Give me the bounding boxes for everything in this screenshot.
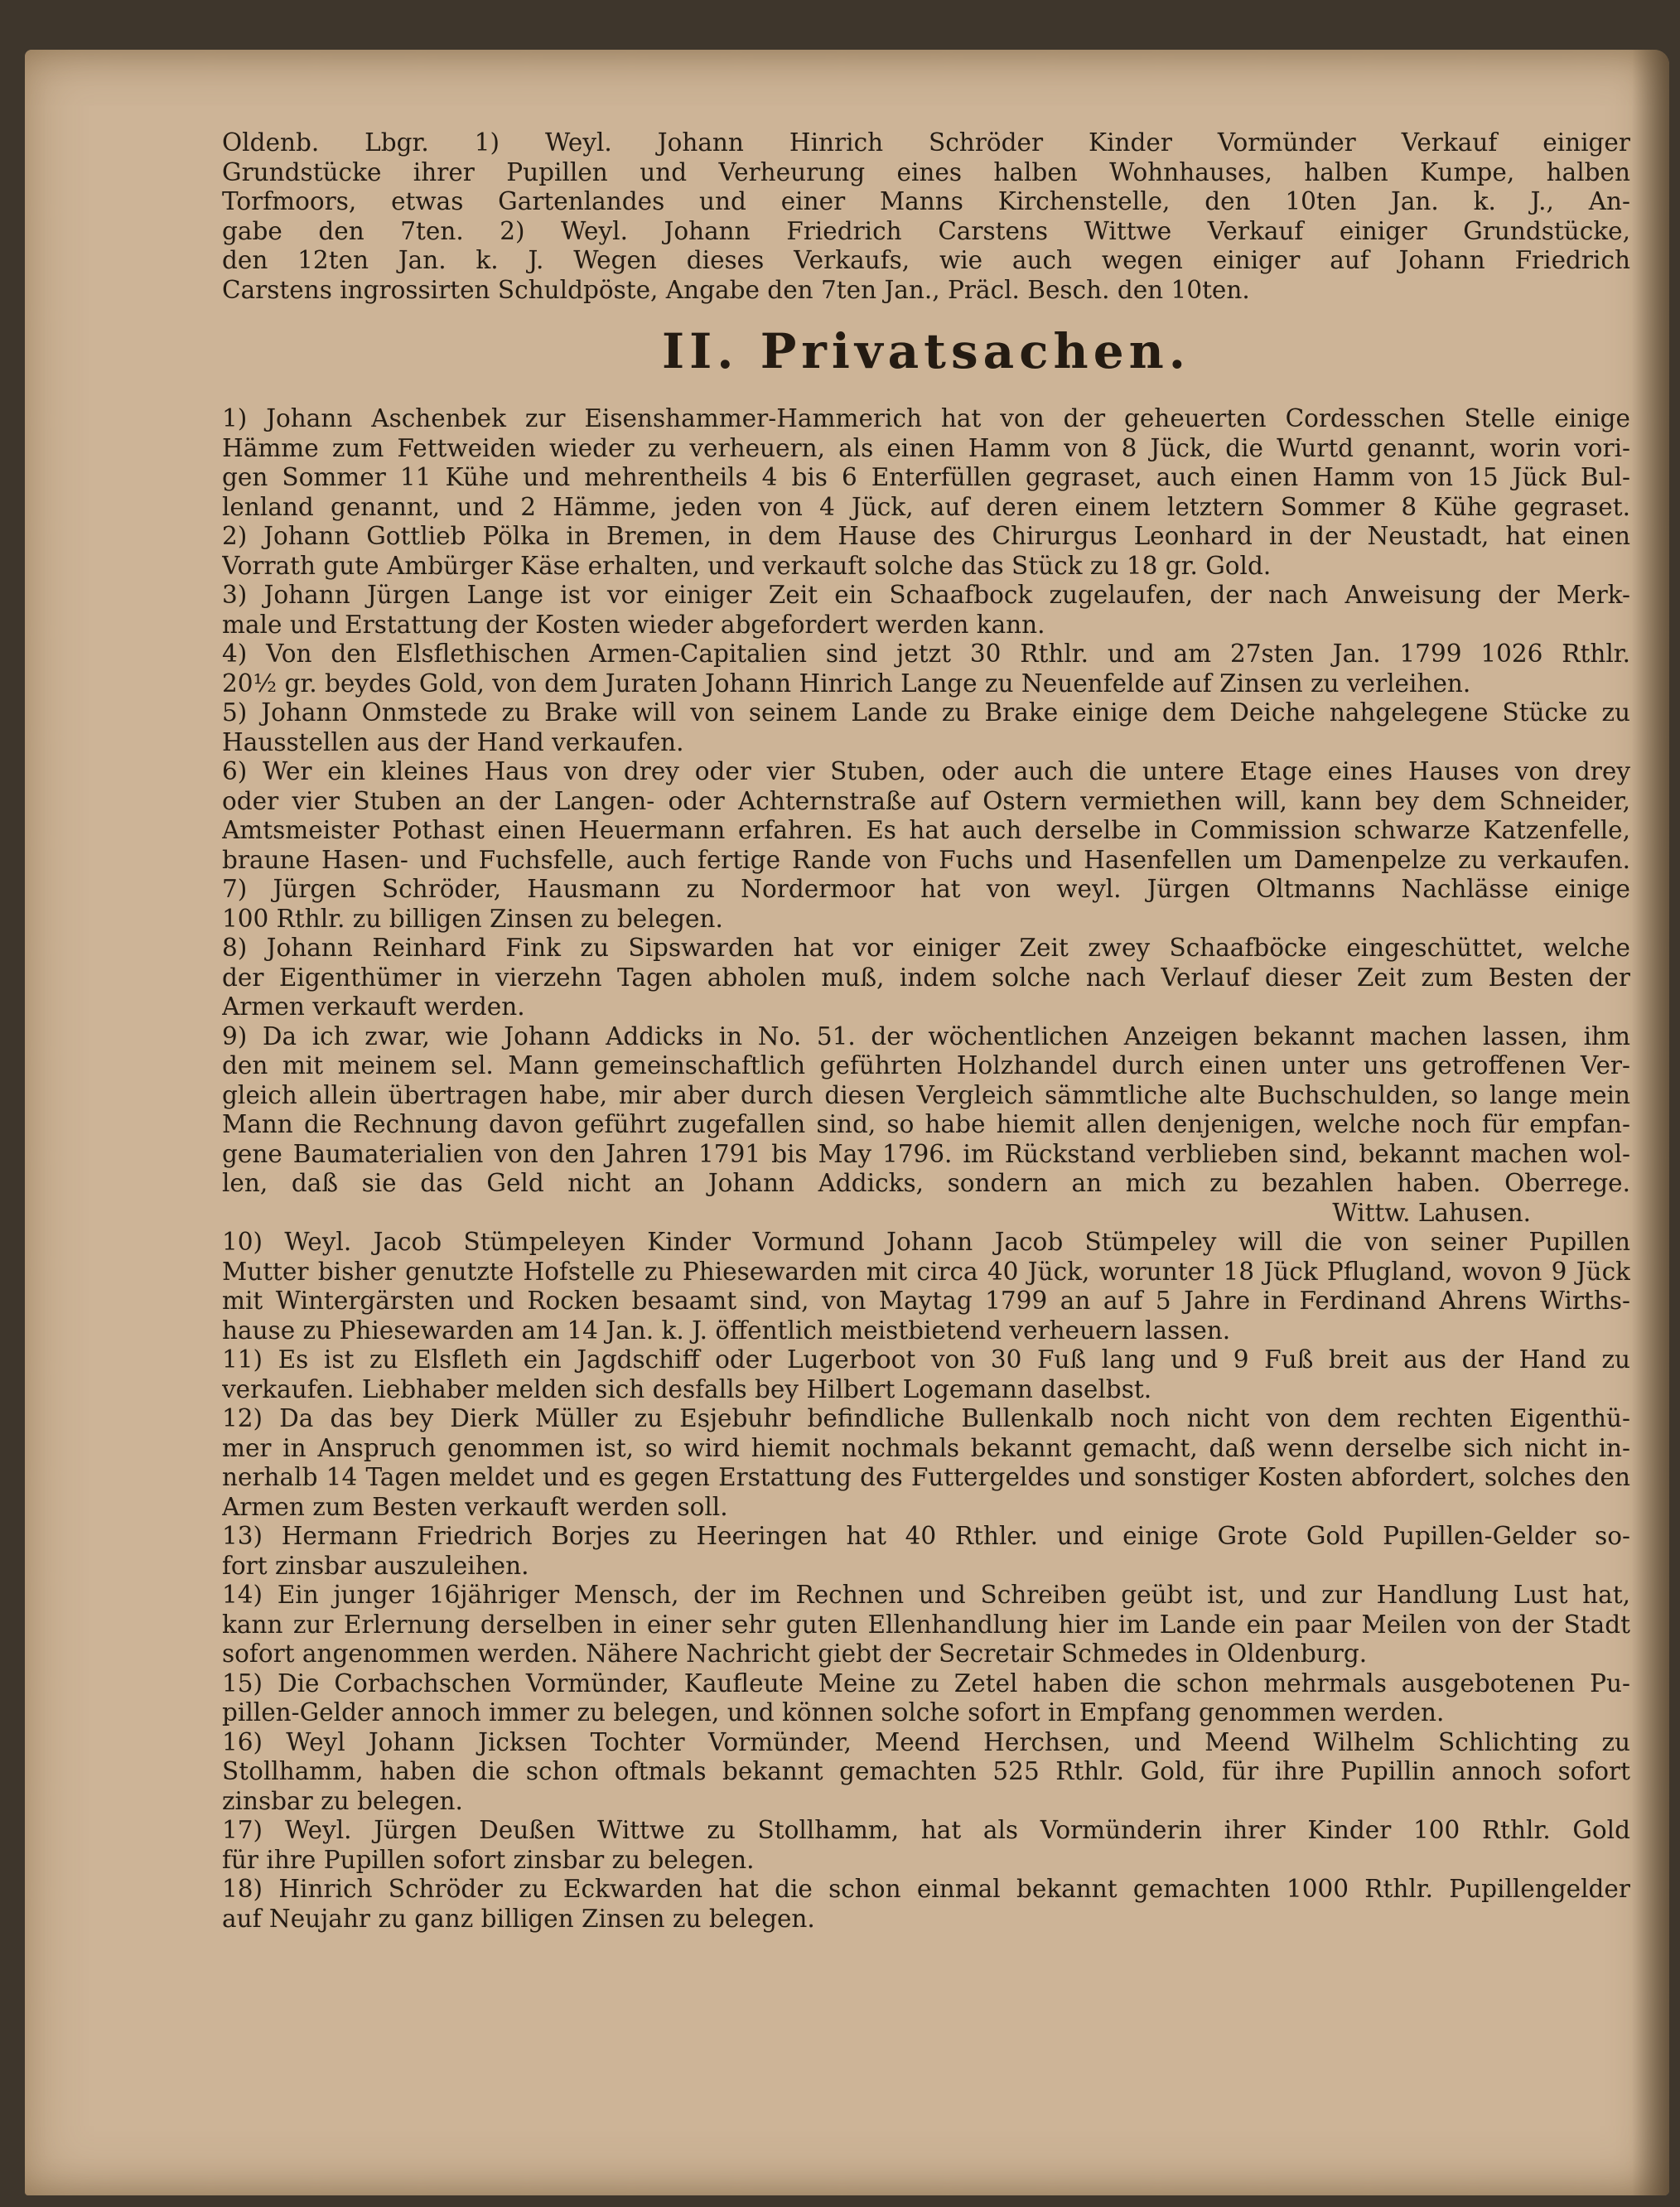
text-line: gabe den 7ten. 2) Weyl. Johann Friedrich Carstens Wittwe Verkauf einiger Grundstücke, xyxy=(222,216,1630,245)
text-line: 8) Johann Reinhard Fink zu Sipswarden hat vor einiger Zeit zwey Schaafböcke eingeschüttet, welche xyxy=(222,934,1630,962)
text-line: Stollhamm, haben die schon oftmals bekannt gemachten 525 Rthlr. Gold, für ihre Pupillin annoch sofort xyxy=(222,1757,1630,1785)
text-line: 10) Weyl. Jacob Stümpeleyen Kinder Vormund Johann Jacob Stümpeley will die von seiner Pupillen xyxy=(222,1228,1630,1256)
text-line: gleich allein übertragen habe, mir aber durch diesen Vergleich sämmtliche alte Buchschulden, so lange mein xyxy=(222,1080,1630,1109)
text-line: mer in Anspruch genommen ist, so wird hiemit nochmals bekannt gemacht, daß wenn derselbe sich nicht in- xyxy=(222,1433,1630,1462)
text-line: 100 Rthlr. zu billigen Zinsen zu belegen. xyxy=(222,904,723,933)
section-heading: II. Privatsachen. xyxy=(662,323,1190,379)
text-line: 11) Es ist zu Elsfleth ein Jagdschiff oder Lugerboot von 30 Fuß lang und 9 Fuß breit aus der Hand zu xyxy=(222,1345,1630,1374)
intro-paragraph xyxy=(222,128,1630,305)
signature: Wittw. Lahusen. xyxy=(1332,1198,1531,1227)
notices-part-2 xyxy=(222,1228,1630,1934)
text-line: Hausstellen aus der Hand verkaufen. xyxy=(222,727,684,756)
text-line: 13) Hermann Friedrich Borjes zu Heeringen hat 40 Rthler. und einige Grote Gold Pupillen-Gelder so- xyxy=(222,1522,1630,1550)
text-line: pillen-Gelder annoch immer zu belegen, und können solche sofort in Empfang genommen werden. xyxy=(222,1698,1445,1726)
text-line: oder vier Stuben an der Langen- oder Achternstraße auf Ostern vermiethen will, kann bey dem Schneider, xyxy=(222,786,1630,815)
text-line: Vorrath gute Ambürger Käse erhalten, und verkauft solche das Stück zu 18 gr. Gold. xyxy=(222,551,1272,580)
text-line: den 12ten Jan. k. J. Wegen dieses Verkaufs, wie auch wegen einiger auf Johann Friedrich xyxy=(222,246,1630,274)
text-line: nerhalb 14 Tagen meldet und es gegen Erstattung des Futtergeldes und sonstiger Kosten abfordert, solches den xyxy=(222,1463,1630,1491)
text-line: den mit meinem sel. Mann gemeinschaftlich geführten Holzhandel durch einen unter uns getroffenen Ver- xyxy=(222,1051,1630,1079)
text-line: für ihre Pupillen sofort zinsbar zu belegen. xyxy=(222,1845,755,1874)
text-column xyxy=(222,128,1630,1934)
text-line: len, daß sie das Geld nicht an Johann Addicks, sondern an mich zu bezahlen haben. Oberrege. xyxy=(222,1169,1630,1197)
text-line: Mutter bisher genutzte Hofstelle zu Phiesewarden mit circa 40 Jück, worunter 18 Jück Pflugland, wovon 9 Jück xyxy=(222,1257,1630,1286)
text-line: Mann die Rechnung davon geführt zugefallen sind, so habe hiemit allen denjenigen, welche noch für empfan- xyxy=(222,1110,1630,1138)
text-line: 1) Johann Aschenbek zur Eisenshammer-Hammerich hat von der geheuerten Cordesschen Stelle einige xyxy=(222,404,1630,432)
text-line: Carstens ingrossirten Schuldpöste, Angabe den 7ten Jan., Präcl. Besch. den 10ten. xyxy=(222,275,1250,304)
text-line: 14) Ein junger 16jähriger Mensch, der im Rechnen und Schreiben geübt ist, und zur Handlung Lust hat, xyxy=(222,1581,1630,1609)
text-line: gene Baumaterialien von den Jahren 1791 bis May 1796. im Rückstand verblieben sind, bekannt machen wol- xyxy=(222,1139,1630,1168)
text-line: 9) Da ich zwar, wie Johann Addicks in No. 51. der wöchentlichen Anzeigen bekannt machen lassen, ihm xyxy=(222,1021,1630,1050)
text-line: Amtsmeister Pothast einen Heuermann erfahren. Es hat auch derselbe in Commission schwarze Katzenfelle, xyxy=(222,816,1630,844)
text-line: braune Hasen- und Fuchsfelle, auch fertige Rande von Fuchs und Hasenfellen um Damenpelze zu verkaufen. xyxy=(222,845,1630,874)
text-line: Torfmoors, etwas Gartenlandes und einer Manns Kirchenstelle, den 10ten Jan. k. J., An- xyxy=(222,187,1630,215)
text-line: Armen verkauft werden. xyxy=(222,992,525,1021)
text-line: 2) Johann Gottlieb Pölka in Bremen, in dem Hause des Chirurgus Leonhard in der Neustadt, hat einen xyxy=(222,522,1630,550)
text-line: 7) Jürgen Schröder, Hausmann zu Nordermoor hat von weyl. Jürgen Oltmanns Nachlässe einige xyxy=(222,875,1630,903)
text-line: 3) Johann Jürgen Lange ist vor einiger Zeit ein Schaafbock zugelaufen, der nach Anweisung der Merk- xyxy=(222,581,1630,609)
text-line: sofort angenommen werden. Nähere Nachricht giebt der Secretair Schmedes in Oldenburg. xyxy=(222,1640,1368,1668)
text-line: zinsbar zu belegen. xyxy=(222,1786,463,1815)
text-line: male und Erstattung der Kosten wieder abgefordert werden kann. xyxy=(222,610,1045,639)
text-line: 20½ gr. beydes Gold, von dem Juraten Johann Hinrich Lange zu Neuenfelde auf Zinsen zu verleihen. xyxy=(222,669,1471,698)
text-line: 18) Hinrich Schröder zu Eckwarden hat die schon einmal bekannt gemachten 1000 Rthlr. Pupillengelder xyxy=(222,1875,1630,1903)
text-line: 6) Wer ein kleines Haus von drey oder vier Stuben, oder auch die untere Etage eines Hauses von drey xyxy=(222,757,1630,785)
text-line: auf Neujahr zu ganz billigen Zinsen zu belegen. xyxy=(222,1904,815,1933)
text-line: Hämme zum Fettweiden wieder zu verheuern, als einen Hamm von 8 Jück, die Wurtd genannt, worin vori- xyxy=(222,433,1630,462)
page-spine-shadow xyxy=(1632,50,1669,2195)
text-line: Oldenb. Lbgr. 1) Weyl. Johann Hinrich Schröder Kinder Vormünder Verkauf einiger xyxy=(222,128,1630,157)
text-line: fort zinsbar auszuleihen. xyxy=(222,1551,529,1580)
text-line: verkaufen. Liebhaber melden sich desfalls bey Hilbert Logemann daselbst. xyxy=(222,1374,1152,1403)
text-line: 17) Weyl. Jürgen Deußen Wittwe zu Stollhamm, hat als Vormünderin ihrer Kinder 100 Rthlr. Gold xyxy=(222,1816,1630,1844)
text-line: lenland genannt, und 2 Hämme, jeden von 4 Jück, auf deren einem letztern Sommer 8 Kühe gegraset. xyxy=(222,492,1630,521)
text-line: der Eigenthümer in vierzehn Tagen abholen muß, indem solche nach Verlauf dieser Zeit zum Besten der xyxy=(222,963,1630,992)
notices-part-1 xyxy=(222,404,1630,1228)
text-line: 12) Da das bey Dierk Müller zu Esjebuhr befindliche Bullenkalb noch nicht von dem rechten Eigenthü- xyxy=(222,1404,1630,1432)
text-line: gen Sommer 11 Kühe und mehrentheils 4 bis 6 Enterfüllen gegraset, auch einen Hamm von 15 Jück Bul- xyxy=(222,463,1630,491)
text-line: Grundstücke ihrer Pupillen und Verheurung eines halben Wohnhauses, halben Kumpe, halben xyxy=(222,157,1630,186)
text-line: hause zu Phiesewarden am 14 Jan. k. J. öffentlich meistbietend verheuern lassen. xyxy=(222,1316,1231,1345)
text-line: Armen zum Besten verkauft werden soll. xyxy=(222,1492,728,1521)
text-line: 5) Johann Onmstede zu Brake will von seinem Lande zu Brake einige dem Deiche nahgelegene Stücke zu xyxy=(222,698,1630,727)
text-line: 16) Weyl Johann Jicksen Tochter Vormünder, Meend Herchsen, und Meend Wilhelm Schlichting zu xyxy=(222,1727,1630,1756)
text-line: 15) Die Corbachschen Vormünder, Kaufleute Meine zu Zetel haben die schon mehrmals ausgebotenen Pu- xyxy=(222,1669,1630,1698)
text-line: mit Wintergärsten und Rocken besaamt sind, von Maytag 1799 an auf 5 Jahre in Ferdinand Ahrens Wirths- xyxy=(222,1287,1630,1315)
text-line: kann zur Erlernung derselben in einer sehr guten Ellenhandlung hier im Lande ein paar Meilen von der Stadt xyxy=(222,1610,1630,1639)
text-line: 4) Von den Elsflethischen Armen-Capitalien sind jetzt 30 Rthlr. und am 27sten Jan. 1799 1026 Rthlr. xyxy=(222,640,1630,668)
